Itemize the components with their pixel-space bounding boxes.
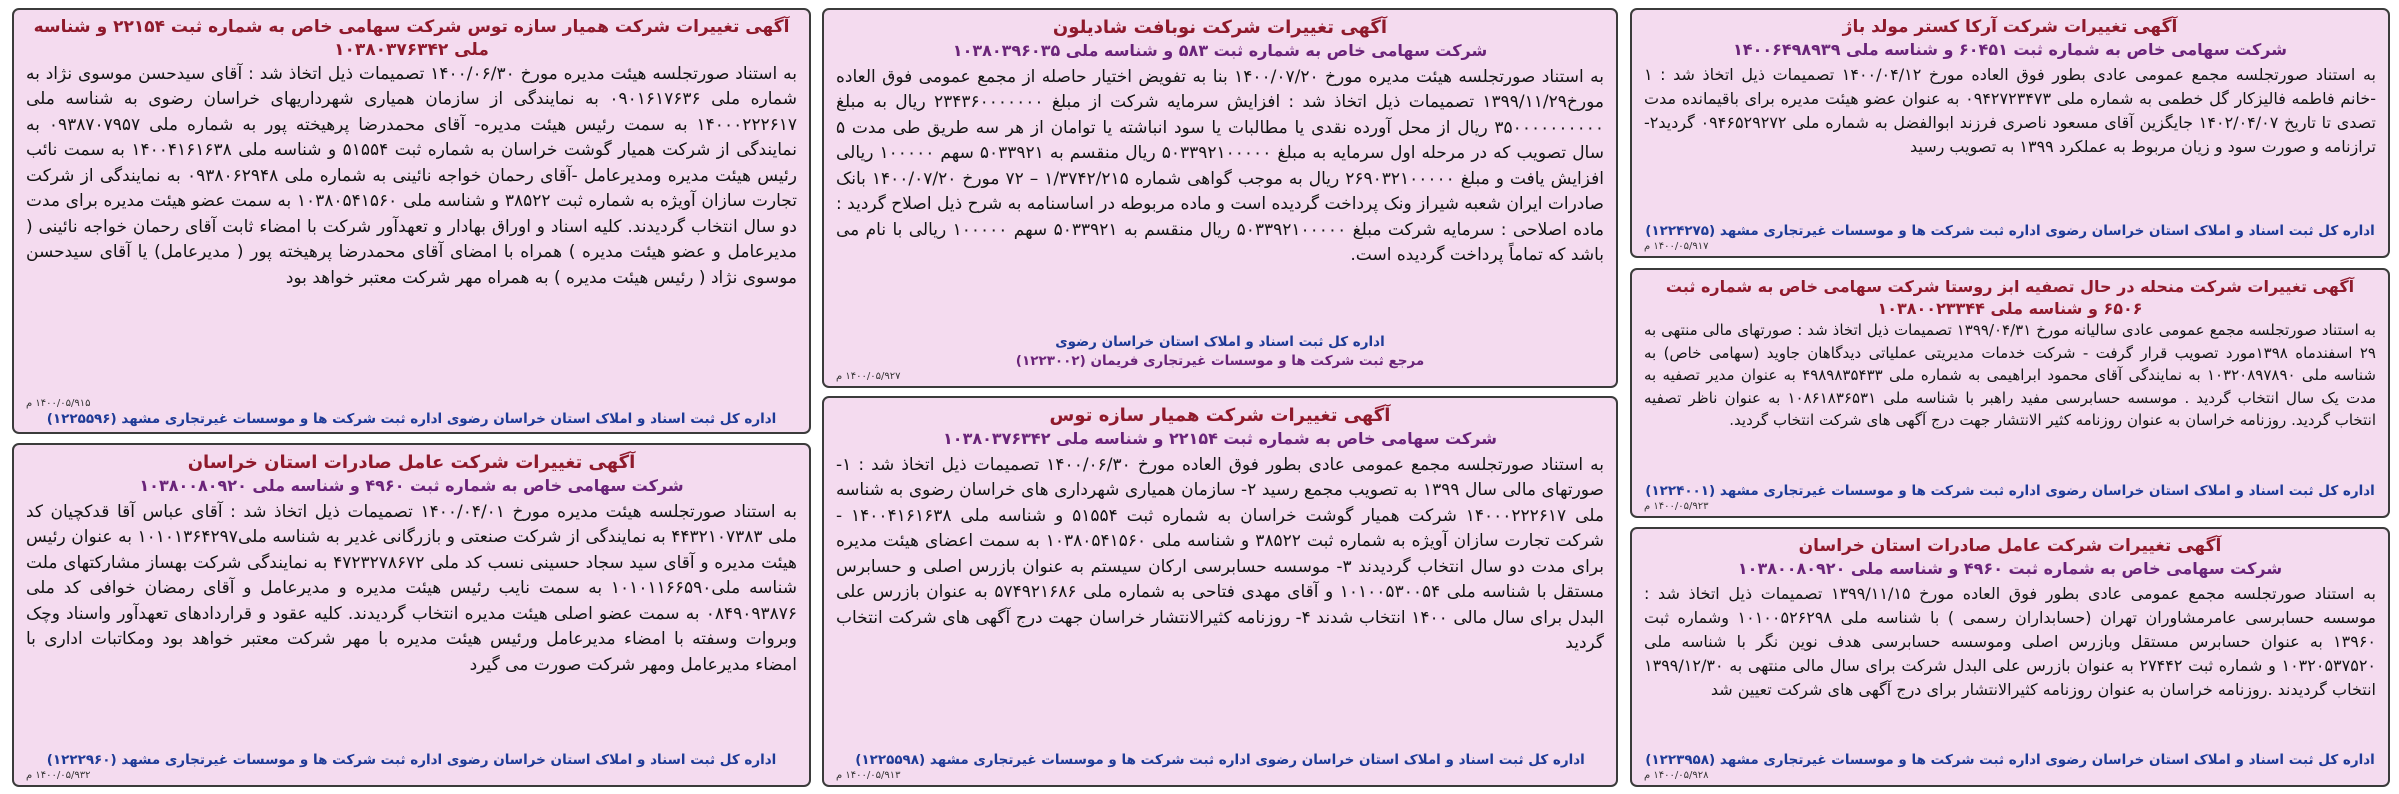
notice-khorasan-export-agent-auditors [1630, 527, 2390, 787]
notice-abz-rousta-liquidation [1630, 268, 2390, 518]
print-code: ۱۴۰۰/۰۵/۹۲۸ م [1644, 770, 1709, 781]
notice-subtitle: شرکت سهامی خاص به شماره ثبت ۶۰۴۵۱ و شناسه ملی ۱۴۰۰۶۴۹۸۹۳۹ [1733, 39, 2287, 59]
notice-subtitle: شرکت سهامی خاص به شماره ثبت ۴۹۶۰ و شناسه ملی ۱۰۳۸۰۰۸۰۹۲۰ [1737, 558, 2283, 578]
registry-footer: اداره کل ثبت اسناد و املاک استان خراسان رضوی اداره ثبت شرکت ها و موسسات غیرتجاری مشهد (۱۲۲۳۹۵۸) [1645, 752, 2375, 769]
notice-title: آگهی تغییرات شرکت همیار سازه توس [1049, 405, 1391, 426]
print-code: ۱۴۰۰/۰۵/۹۱۵ م [26, 398, 91, 410]
registry-footer: اداره کل ثبت اسناد و املاک استان خراسان رضوی اداره ثبت شرکت ها و موسسات غیرتجاری مشهد (۱۲۲۵۵۹۸) [855, 752, 1585, 769]
notice-body: به استناد صورتجلسه مجمع عمومی عادی بطور فوق العاده مورخ ۱۳۹۹/۱۱/۱۵ تصمیمات ذیل اتخاذ شد : موسسه حسابرسی عامرمشاوران تهران (حسابداران رسمی ) با شناسه ملی ۱۰۱۰۰۵۲۶۲۹۸ وشماره ثبت ۱۳۹۶۰ به عنوان حسابرس مستقل وبازرس اصلی وموسسه حسابرسی هدف نوین نگر با شناسه ملی ۱۰۳۲۰۵۳۷۵۲۰ و شماره ثبت ۲۷۴۴۲ به عنوان بازرس علی البدل شرکت برای سال مالی منتهی به ۱۳۹۹/۱۲/۳۰ انتخاب گردیدند .روزنامه خراسان به عنوان روزنامه کثیرالانتشار برای درج آگهی های شرکت تعیین شد [1644, 584, 2377, 700]
notice-subtitle: شرکت سهامی خاص به شماره ثبت ۵۸۳ و شناسه ملی ۱۰۳۸۰۳۹۶۰۳۵ [952, 41, 1488, 61]
notice-subtitle: شرکت سهامی خاص به شماره ثبت ۲۲۱۵۴ و شناسه ملی ۱۰۳۸۰۳۷۶۳۴۲ [943, 429, 1497, 449]
registry-footer: اداره کل ثبت اسناد و املاک استان خراسان رضوی اداره ثبت شرکت ها و موسسات غیرتجاری مشهد (۱۲۲۴۰۰۱) [1645, 483, 2375, 500]
notice-hamyar-saze-tous-general-assembly [822, 396, 1618, 787]
notice-title: آگهی تغییرات شرکت همیار سازه توس شرکت سهامی خاص به شماره ثبت ۲۲۱۵۴ و شناسه ملی ۱۰۳۸۰۳۷۶۳۴۲ [33, 17, 790, 60]
print-code: ۱۴۰۰/۰۵/۹۱۳ م [836, 770, 901, 781]
notice-body: به استناد صورتجلسه مجمع عمومی عادی بطور فوق العاده مورخ ۱۴۰۰/۰۴/۱۲ تصمیمات ذیل اتخاذ شد : ۱ -خانم فاطمه فالیزکار گل خطمی به شماره ملی ۰۹۴۲۷۲۳۴۷۳ به عنوان عضو هیئت مدیره برای باقیمانده مدت تصدی تا تاریخ ۱۴۰۲/۰۴/۰۷ جایگزین آقای مسعود ناصری فرزند ابوالفضل به شماره ملی ۰۹۴۶۵۲۹۲۷۲ گردید۲-ترازنامه و صورت سود و زیان مربوط به عملکرد ۱۳۹۹ به تصویب رسید [1644, 65, 2377, 157]
notice-title: آگهی تغییرات شرکت عامل صادرات استان خراسان [1798, 536, 2222, 556]
registry-footer: اداره کل ثبت اسناد و املاک استان خراسان رضوی [1055, 334, 1385, 351]
notice-subtitle: شرکت سهامی خاص به شماره ثبت ۴۹۶۰ و شناسه ملی ۱۰۳۸۰۰۸۰۹۲۰ [139, 476, 684, 496]
print-code: ۱۴۰۰/۰۵/۹۲۳ م [1644, 501, 1709, 512]
print-code: ۱۴۰۰/۰۵/۹۲۷ م [836, 371, 901, 382]
notice-title: آگهی تغییرات شرکت نوبافت شادیلون [1052, 17, 1388, 38]
notice-hamyar-saze-tous-board [12, 8, 811, 434]
print-code: ۱۴۰۰/۰۵/۹۱۷ م [1644, 241, 1709, 252]
registry-footer-secondary: مرجع ثبت شرکت ها و موسسات غیرتجاری فریمان (۱۲۲۳۰۰۲) [1015, 353, 1425, 370]
registry-footer: اداره کل ثبت اسناد و املاک استان خراسان رضوی اداره ثبت شرکت ها و موسسات غیرتجاری مشهد (۱۲۲۲۹۶۰) [46, 752, 777, 769]
notice-title: آگهی تغییرات شرکت منحله در حال تصفیه ابز روستا شرکت سهامی خاص به شماره ثبت ۶۵۰۶ و شناسه ملی ۱۰۳۸۰۰۲۳۳۴۴ [1665, 277, 2355, 318]
notice-title: آگهی تغییرات شرکت آرکا کستر مولد باژ [1842, 17, 2178, 37]
notice-noubaft-shadilon [822, 8, 1618, 388]
registry-footer: اداره کل ثبت اسناد و املاک استان خراسان رضوی اداره ثبت شرکت ها و موسسات غیرتجاری مشهد (۱۲۲۵۵۹۶) [46, 411, 777, 428]
notice-title: آگهی تغییرات شرکت عامل صادرات استان خراسان [187, 452, 636, 473]
print-code: ۱۴۰۰/۰۵/۹۳۲ م [26, 770, 91, 781]
notice-body: به استناد صورتجلسه مجمع عمومی عادی سالیانه مورخ ۱۳۹۹/۰۴/۳۱ تصمیمات ذیل اتخاذ شد : صورتهای مالی منتهی به ۲۹ اسفندماه ۱۳۹۸مورد تصویب قرار گرفت - شرکت خدمات مدیریتی عملیاتی دیدگاهان جاوید (سهامی خاص) به شناسه ملی ۱۰۳۲۰۸۹۷۸۹۰ به نمایندگی آقای محمود ابراهیمی به شماره ملی ۴۹۸۹۸۳۵۴۳۳ به عنوان مدیر تصفیه به مدت یک سال انتخاب گردید . موسسه حسابرسی مفید راهبر با شناسه ملی ۱۰۸۶۱۸۳۶۵۳۱ به عنوان ناظر تصفیه انتخاب گردید. روزنامه خراسان به عنوان روزنامه کثیر الانتشار جهت درج آگهی های شرکت انتخاب گردید. [1644, 321, 2376, 430]
notice-body: به استناد صورتجلسه مجمع عمومی عادی بطور فوق العاده مورخ ۱۴۰۰/۰۶/۳۰ تصمیمات ذیل اتخاذ شد : ۱- صورتهای مالی سال ۱۳۹۹ به تصویب مجمع رسید ۲- سازمان همیاری شهرداری های خراسان رضوی به شناسه ملی ۱۴۰۰۰۲۲۲۶۱۷ شرکت همیار گوشت خراسان به شماره ثبت ۵۱۵۵۴ و شناسه ملی ۱۴۰۰۴۱۶۱۶۳۸ - شرکت تجارت سازان آویژه به شماره ثبت ۳۸۵۲۲ و شناسه ملی ۱۰۳۸۰۵۴۱۵۶۰ به سمت اعضای هیئت مدیره برای مدت دو سال انتخاب گردیدند ۳- موسسه حسابرسی ارکان سیستم به عنوان بازرس اصلی و حسابرس مستقل با شناسه ملی ۱۰۱۰۰۵۳۰۰۵۴ و آقای مهدی فتاحی به شماره ملی ۵۷۴۹۲۱۶۸۶ به عنوان بازرس علی البدل برای سال مالی ۱۴۰۰ انتخاب شدند ۴- روزنامه کثیرالانتشار خراسان جهت درج آگهی های شرکت انتخاب گردید [836, 454, 1605, 654]
notice-body: به استناد صورتجلسه هیئت مدیره مورخ ۱۴۰۰/۰۶/۳۰ تصمیمات ذیل اتخاذ شد : آقای سیدحسن موسوی نژاد به شماره ملی ۰۹۰۱۶۱۷۶۳۶ به نمایندگی از سازمان همیاری شهرداریهای خراسان رضوی به شناسه ملی ۱۴۰۰۰۲۲۲۶۱۷ به سمت رئیس هیئت مدیره- آقای محمدرضا پرهیخته پور به شماره ملی ۰۹۳۸۷۰۷۹۵۷ به نمایندگی از شرکت همیار گوشت خراسان به شماره ثبت ۵۱۵۵۴ و شناسه ملی ۱۴۰۰۴۱۶۱۶۳۸ به سمت نائب رئیس هیئت مدیره ومدیرعامل -آقای رحمان خواجه نائینی به شماره ملی ۰۹۳۸۰۶۲۹۴۸ به نمایندگی از شرکت تجارت سازان آویژه به شماره ثبت ۳۸۵۲۲ و شناسه ملی ۱۰۳۸۰۵۴۱۵۶۰ به سمت عضو هیئت مدیره برای مدت دو سال انتخاب گردیدند. کلیه اسناد و اوراق بهادار و تعهدآور شرکت با امضاء ثابت آقای رحمان خواجه نائینی ( مدیرعامل و عضو هیئت مدیره ) همراه با امضای آقای محمدرضا پرهیخته پور ( مدیرعامل) یا آقای سیدحسن موسوی نژاد ( رئیس هیئت مدیره ) به همراه مهر شرکت معتبر خواهد بود [26, 63, 797, 288]
registry-footer: اداره کل ثبت اسناد و املاک استان خراسان رضوی اداره ثبت شرکت ها و موسسات غیرتجاری مشهد (۱۲۲۴۲۷۵) [1645, 223, 2375, 240]
notice-khorasan-export-agent-board [12, 443, 811, 787]
notice-arka-kaster-molad-baj [1630, 8, 2390, 258]
notice-body: به استناد صورتجلسه هیئت مدیره مورخ ۱۴۰۰/۰۴/۰۱ تصمیمات ذیل اتخاذ شد : آقای عباس آقا قدکچیان کد ملی ۴۴۳۲۱۰۷۳۸۳ به نمایندگی از شرکت صنعتی و بازرگانی غدیر به شناسه ملی۱۰۱۰۱۳۶۴۲۹۷ به عنوان رئیس هیئت مدیره و آقای سید سجاد حسینی نسب کد ملی ۴۷۲۳۲۷۸۶۷۲ به نمایندگی شرکت بهساز مشارکتهای ملت شناسه ملی۱۰۱۰۱۱۶۶۵۹۰ به سمت نایب رئیس هیئت مدیره و مدیرعامل و آقای رمضان خوافی کد ملی ۰۸۴۹۰۹۳۸۷۶ به سمت عضو اصلی هیئت مدیره انتخاب گردیدند. کلیه عقود و قراردادهای تعهدآور واسناد وچک وبروات وسفته با امضاء مدیرعامل ورئیس هیئت مدیره با مهر شرکت معتبر خواهد بود ومکاتبات اداری با امضاء مدیرعامل ومهر شرکت صورت می گیرد [26, 501, 797, 675]
notice-body: به استناد صورتجلسه هیئت مدیره مورخ ۱۴۰۰/۰۷/۲۰ بنا به تفویض اختیار حاصله از مجمع عمومی فوق العاده مورخ۱۳۹۹/۱۱/۲۹ تصمیمات ذیل اتخاذ شد : افزایش سرمایه شرکت از مبلغ ۲۳۴۳۶۰۰۰۰۰۰۰ ریال به مبلغ ۳۵۰۰۰۰۰۰۰۰۰۰ ریال از محل آورده نقدی یا مطالبات یا سود انباشته یا توامان از هر سه طریق طی مدت ۵ سال تصویب که در مرحله اول سرمایه به مبلغ ۵۰۳۳۹۲۱۰۰۰۰۰ ریال منقسم به ۵۰۳۳۹۲۱ سهم ۱۰۰۰۰۰ ریالی افزایش یافت و مبلغ ۲۶۹۰۳۲۱۰۰۰۰۰ ریال به موجب گواهی شماره ۱/۳۷۴۲/۲۱۵ – ۷۲ مورخ ۱۴۰۰/۰۷/۲۰ بانک صادرات ایران شعبه شیراز ونک پرداخت گردیده است و ماده مربوطه در اساسنامه به شرح ذیل اصلاح گردید : ماده اصلاحی : سرمایه شرکت مبلغ ۵۰۳۳۹۲۱۰۰۰۰۰ ریال منقسم به ۵۰۳۳۹۲۱ سهم ۱۰۰۰۰۰ ریالی با نام می باشد که تماماً پرداخت گردیده است. [836, 66, 1605, 266]
